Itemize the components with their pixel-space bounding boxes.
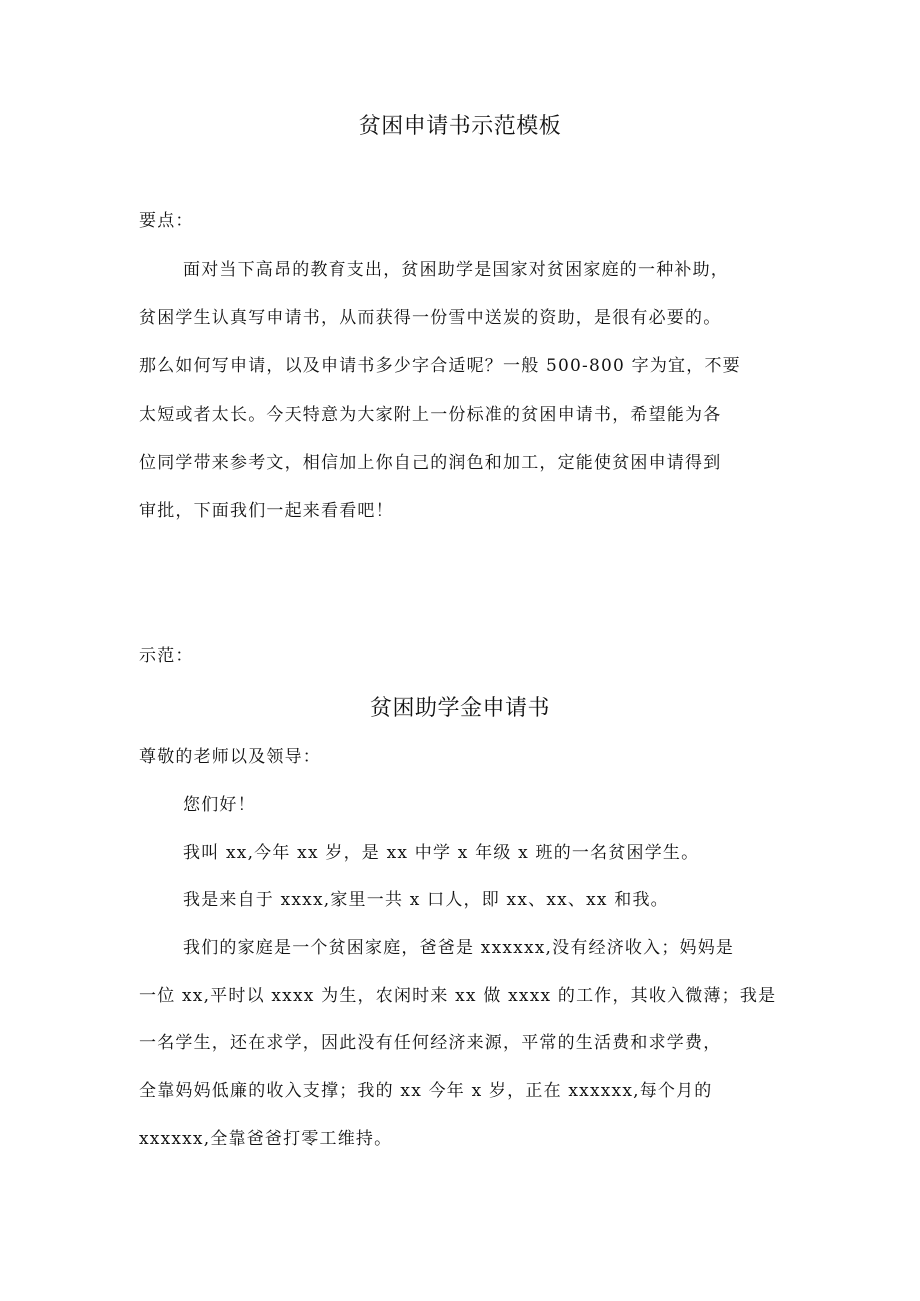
letter-line: xxxxxx,全靠爸爸打零工维持。 bbox=[139, 1129, 393, 1149]
intro-line: 那么如何写申请，以及申请书多少字合适呢？一般 500-800 字为宜，不要 bbox=[139, 356, 741, 376]
intro-line: 太短或者太长。今天特意为大家附上一份标准的贫困申请书，希望能为各 bbox=[139, 405, 722, 425]
example-label: 示范： bbox=[139, 646, 194, 666]
document-title: 贫困申请书示范模板 bbox=[358, 114, 562, 139]
intro-line: 面对当下高昂的教育支出，贫困助学是国家对贫困家庭的一种补助， bbox=[183, 260, 729, 280]
letter-line: 全靠妈妈低廉的收入支撑；我的 xx 今年 x 岁，正在 xxxxxx,每个月的 bbox=[139, 1081, 713, 1101]
letter-salutation: 尊敬的老师以及领导： bbox=[139, 747, 321, 767]
letter-paragraph-2: 我是来自于 xxxx,家里一共 x 口人，即 xx、xx、xx 和我。 bbox=[183, 890, 669, 910]
letter-paragraph-1: 我叫 xx,今年 xx 岁，是 xx 中学 x 年级 x 班的一名贫困学生。 bbox=[183, 843, 700, 863]
intro-line: 位同学带来参考文，相信加上你自己的润色和加工，定能使贫困申请得到 bbox=[139, 453, 722, 473]
letter-line: 一名学生，还在求学，因此没有任何经济来源，平常的生活费和求学费， bbox=[139, 1033, 722, 1053]
letter-greeting: 您们好！ bbox=[183, 795, 256, 815]
letter-title: 贫困助学金申请书 bbox=[369, 696, 550, 721]
key-points-label: 要点： bbox=[139, 211, 194, 231]
intro-line: 贫困学生认真写申请书，从而获得一份雪中送炭的资助，是很有必要的。 bbox=[139, 308, 722, 328]
intro-line: 审批，下面我们一起来看看吧！ bbox=[139, 501, 394, 521]
letter-line: 一位 xx,平时以 xxxx 为生，农闲时来 xx 做 xxxx 的工作，其收入微薄；我是 bbox=[139, 986, 777, 1006]
letter-line: 我们的家庭是一个贫困家庭，爸爸是 xxxxxx,没有经济收入；妈妈是 bbox=[183, 938, 735, 958]
